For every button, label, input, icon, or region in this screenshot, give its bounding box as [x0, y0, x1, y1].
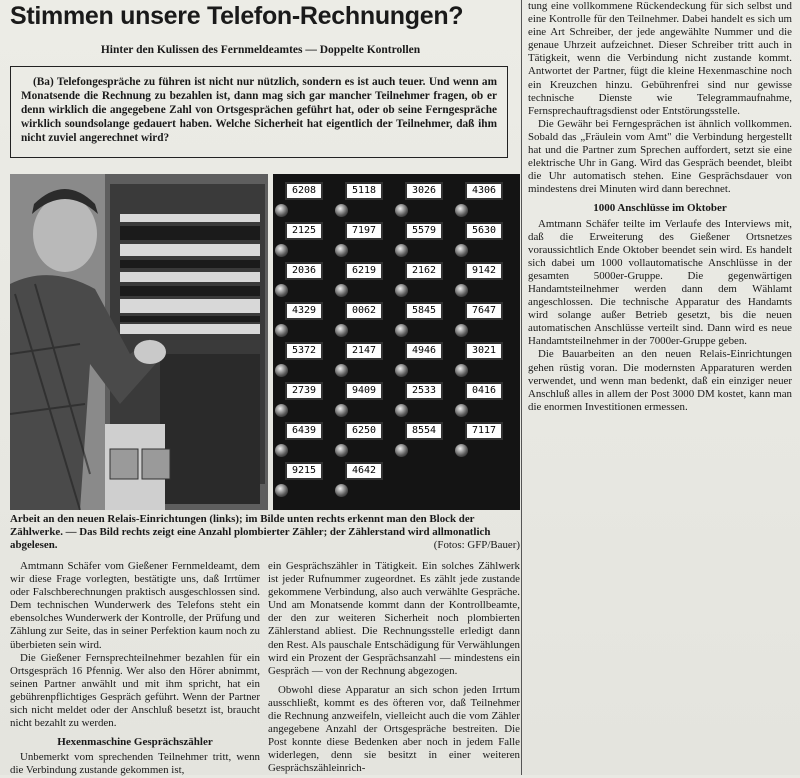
- column-rule: [521, 0, 522, 775]
- counter-knob: [275, 404, 288, 417]
- counter-display: 4946: [405, 342, 443, 360]
- photo-relay-work-image: [10, 174, 268, 510]
- col1-paragraph-3: Unbemerkt vom sprechenden Teilnehmer tritt, wenn die Verbindung zustande gekommen ist,: [10, 751, 260, 777]
- counter-display: 7647: [465, 302, 503, 320]
- counter-display: 2125: [285, 222, 323, 240]
- counter-knob: [335, 444, 348, 457]
- counter-knob: [335, 324, 348, 337]
- counter-display: 4642: [345, 462, 383, 480]
- counter-knob: [395, 364, 408, 377]
- column-1: [10, 560, 260, 778]
- counter-knob: [275, 244, 288, 257]
- counter-knob: [395, 244, 408, 257]
- col1-heading: Hexenmaschine Gesprächszähler: [57, 736, 213, 749]
- counter-knob: [335, 244, 348, 257]
- counter-display: 5845: [405, 302, 443, 320]
- counter-display: 6439: [285, 422, 323, 440]
- counter-display: 9142: [465, 262, 503, 280]
- counter-knob: [275, 284, 288, 297]
- counter-display: 2162: [405, 262, 443, 280]
- column-2: [268, 560, 520, 776]
- column-3: [528, 0, 792, 414]
- col2-paragraph-1: ein Gesprächszähler in Tätigkeit. Ein solches Zählwerk ist jeder Rufnummer zugeordnet. Es zählt jede zustande gekommene Verbindung, also auch verwählte Gespräche. Und am Monatsende kommt dann der Kontrollbeamte, der den zur weiteren Sicherheit noch plombierten Zählerstand abliest. Die Rechnungsstelle erledigt dann den Rest. Als pauschale Entschädigung für Verwählungen wird ein Prozent der Gesprächsanzahl — mindestens ein Gespräch — von der Rechnung abgezogen.: [268, 560, 520, 677]
- intro-box: (Ba) Telefongespräche zu führen ist nicht nur nützlich, sondern es ist auch teuer. Und wenn am Monatsende die Rechnung zu bezahlen ist, dann mag sich gar mancher Teilnehmer fragen, ob er denn wirklich die angegebene Zahl von Ortsgesprächen geführt hat, oder ob seine Ferngespräche wirklich soundsolange gedauert haben. Welche Sicherheit hat eigentlich der Teilnehmer, daß ihm nicht zuviel angerechnet wird?: [10, 66, 508, 158]
- counter-display: 4306: [465, 182, 503, 200]
- counter-display: 0416: [465, 382, 503, 400]
- counter-display: 3026: [405, 182, 443, 200]
- counter-knob: [455, 204, 468, 217]
- counter-display: 5372: [285, 342, 323, 360]
- counter-display: 2533: [405, 382, 443, 400]
- counter-display: 7197: [345, 222, 383, 240]
- counter-knob: [335, 484, 348, 497]
- photo-relay-work: [10, 174, 268, 510]
- counter-display: 9215: [285, 462, 323, 480]
- counter-knob: [455, 444, 468, 457]
- counter-display: 3021: [465, 342, 503, 360]
- counter-knob: [275, 364, 288, 377]
- counter-display: 5579: [405, 222, 443, 240]
- counter-display: 2036: [285, 262, 323, 280]
- counter-display: 6250: [345, 422, 383, 440]
- counter-display: 0062: [345, 302, 383, 320]
- counter-display: 2147: [345, 342, 383, 360]
- counter-knob: [275, 484, 288, 497]
- counter-display: 5118: [345, 182, 383, 200]
- counter-knob: [275, 204, 288, 217]
- counter-knob: [455, 324, 468, 337]
- col3-paragraph-2: Die Gewähr bei Ferngesprächen ist ähnlich vollkommen. Sobald das „Fräulein vom Amt" die Verbindung hergestellt hat und die Partner zum Sprechen auffordert, setzt sie eine elektrische Uhr in Gang. Wird das Gespräch beendet, bleibt die Uhr automatisch stehen. Eine Gesprächsdauer von mindestens drei Minuten wird dann berechnet.: [528, 117, 792, 196]
- col3-paragraph-4: Die Bauarbeiten an den neuen Relais-Einrichtungen gehen rüstig voran. Die modernsten Apparaturen werden verwendet, und wenn man bedenkt, daß ein einziger neuer Anschluß alles in allem der Post 3000 DM kostet, kann man die enormen Investitionen ermessen.: [528, 348, 792, 413]
- counter-knob: [395, 404, 408, 417]
- caption-source: (Fotos: GFP/Bauer): [433, 539, 520, 551]
- col3-heading: 1000 Anschlüsse im Oktober: [593, 202, 727, 215]
- counter-display: 2739: [285, 382, 323, 400]
- counter-display: 5630: [465, 222, 503, 240]
- counter-knob: [335, 204, 348, 217]
- counter-display: 9409: [345, 382, 383, 400]
- counter-display: 6208: [285, 182, 323, 200]
- col1-paragraph-1: Amtmann Schäfer vom Gießener Fernmeldeamt, dem wir diese Frage vorlegten, bestätigte uns, daß Irrtümer oder Falschberechnungen praktisch ausgeschlossen sind. Dem technischen Wunderwerk des Telefons steht ein ebensolches Wunderwerk der Kontrolle, der Prüfung und Zählung zur Seite, das in seiner Perfektion kaum noch zu überbieten sein wird.: [10, 560, 260, 651]
- photo-caption: [10, 513, 520, 552]
- counter-knob: [455, 244, 468, 257]
- counter-knob: [455, 364, 468, 377]
- counter-knob: [455, 404, 468, 417]
- col3-paragraph-3: Amtmann Schäfer teilte im Verlaufe des Interviews mit, daß die Erweiterung des Gießener Ortsnetzes voraussichtlich Ende Oktober beendet sein wird. Es handelt sich dabei um 1000 vollautomatische Anschlüsse in der gesamten 5000er-Gruppe. Die gegenwärtigen Handamtsteilnehmer werden dann dem Wählamt angeschlossen. Die technische Apparatur des Handamts wird solange außer Betrieb gesetzt, bis die neuen automatischen Anschlüsse verteilt sind. Dann wird es neue Handamtsteilnehmer in der 7000er-Gruppe geben.: [528, 217, 792, 348]
- caption-text: Arbeit an den neuen Relais-Einrichtungen (links); im Bilde unten rechts erkennt man den Block der Zählwerke. — Das Bild rechts zeigt eine Anzahl plombierter Zähler; der Zählerstand wird allmonatlich abgelesen.: [10, 513, 491, 551]
- counter-display: 4329: [285, 302, 323, 320]
- counter-knob: [395, 324, 408, 337]
- counter-display: 7117: [465, 422, 503, 440]
- counter-knob: [335, 404, 348, 417]
- counter-knob: [275, 444, 288, 457]
- counter-knob: [275, 324, 288, 337]
- counter-knob: [455, 284, 468, 297]
- col2-paragraph-2: Obwohl diese Apparatur an sich schon jeden Irrtum ausschließt, kommt es des öfteren vor, daß Teilnehmer die Rechnung anzweifeln, vielleicht auch die vom Zähler angegebene Anzahl der Ortsgespräche bestreiten. Die Post konnte diese Bedenken aber noch in jedem Falle widerlegen, denn sie besitzt in einer weiteren Gesprächszähleinrich-: [268, 683, 520, 775]
- counter-display: 8554: [405, 422, 443, 440]
- counter-knob: [395, 284, 408, 297]
- col3-paragraph-1: tung eine vollkommene Rückendeckung für sich selbst und eine Kontrolle für den Teilnehmer. Dabei handelt es sich um eine Art Schreiber, der jede angewählte Nummer und die genaue Uhrzeit aufzeichnet. Dieser Schreiber tritt auch in Tätigkeit, wenn die Verbindung nicht zustande kommt. Antwortet der Partner, fügt die kleine Hexenmaschine noch ein Kreuzchen hinzu. Gebührenfrei sind nur gewisse technische Dienste wie Telegrammaufnahme, Fernsprechauftragsdienst oder Entstörungsstelle.: [528, 0, 792, 117]
- photo-counter-panel: [273, 174, 520, 510]
- counter-knob: [395, 204, 408, 217]
- counter-knob: [335, 364, 348, 377]
- col1-paragraph-2: Die Gießener Fernsprechteilnehmer bezahlen für ein Ortsgespräch 16 Pfennig. Wer also den Hörer abnimmt, seinen Partner anwählt und mit ihm spricht, hat ein gebührenpflichtiges Gespräch geführt. Wenn der Partner sich nicht meldet oder der Anschluß besetzt ist, braucht nicht bezahlt zu werden.: [10, 651, 260, 730]
- counter-knob: [395, 444, 408, 457]
- headline: Stimmen unsere Telefon-Rechnungen?: [10, 2, 464, 30]
- subheadline: Hinter den Kulissen des Fernmeldeamtes — Doppelte Kontrollen: [100, 44, 421, 56]
- counter-display: 6219: [345, 262, 383, 280]
- counter-knob: [335, 284, 348, 297]
